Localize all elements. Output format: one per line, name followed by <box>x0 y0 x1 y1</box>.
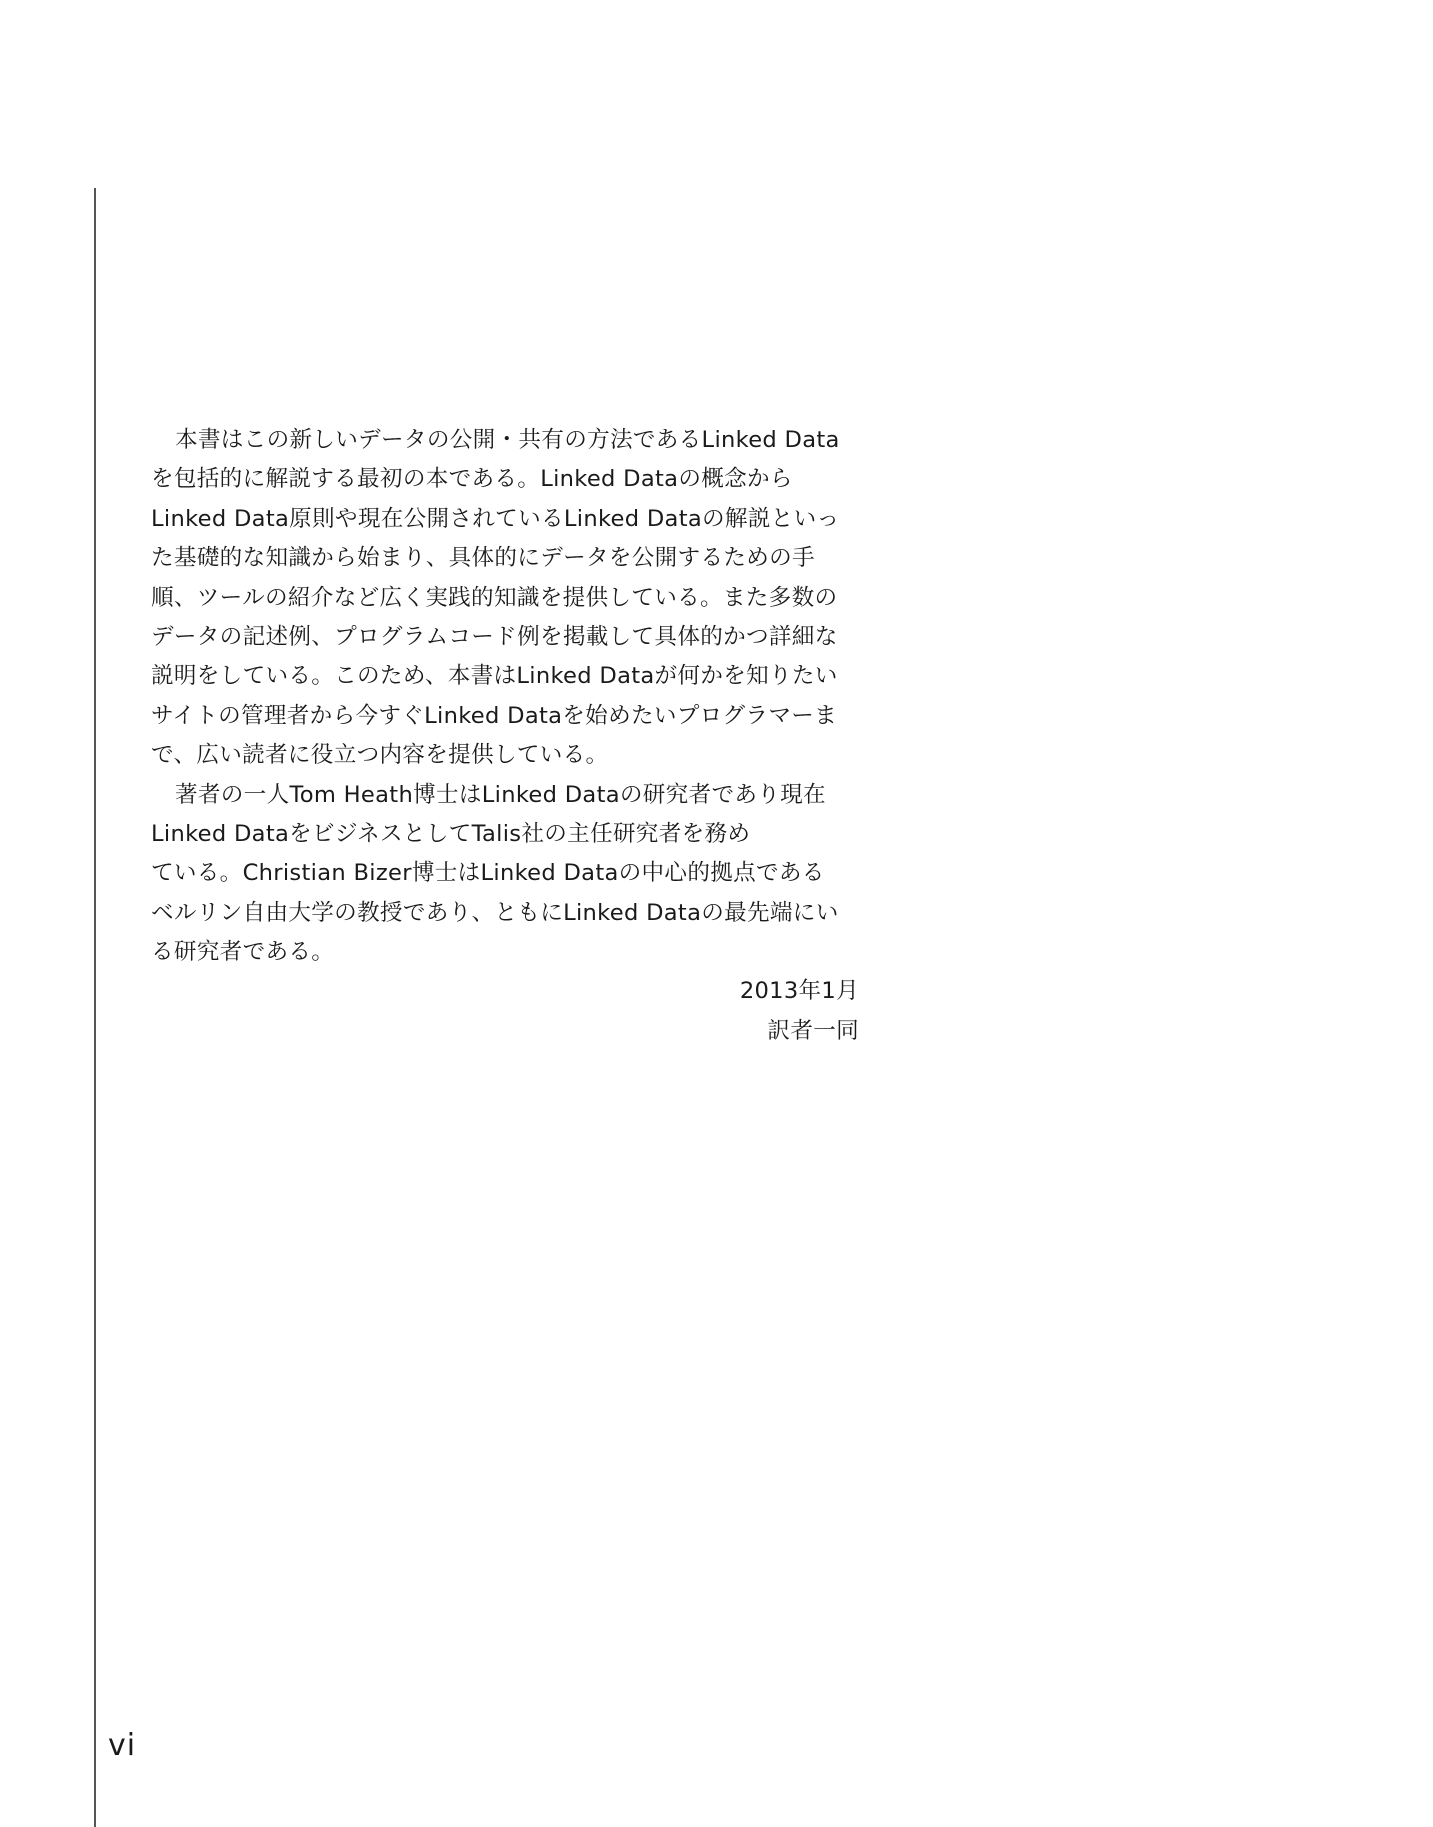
signature-line: 訳者一同 <box>767 1017 859 1044</box>
paragraph-line: データの記述例、プログラムコード例を掲載して具体的かつ詳細な <box>151 623 838 650</box>
paragraph-line: Linked Data原則や現在公開されているLinked Dataの解説といっ <box>151 505 840 532</box>
paragraph-line: ベルリン自由大学の教授であり、ともにLinked Dataの最先端にい <box>151 899 839 926</box>
paragraph-line: 本書はこの新しいデータの公開・共有の方法であるLinked Data <box>175 427 840 453</box>
margin-rule <box>94 188 96 1827</box>
preface-body <box>151 421 859 1051</box>
paragraph-line: 著者の一人Tom Heath博士はLinked Dataの研究者であり現在 <box>175 781 826 808</box>
paragraph-line: た基礎的な知識から始まり、具体的にデータを公開するための手 <box>151 545 815 572</box>
paragraph-line: サイトの管理者から今すぐLinked Dataを始めたいプログラマーま <box>151 702 838 729</box>
page-number: vi <box>108 1728 137 1763</box>
date-line: 2013年1月 <box>739 978 859 1005</box>
paragraph-line: Linked DataをビジネスとしてTalis社の主任研究者を務め <box>151 820 751 847</box>
paragraph-line: を包括的に解説する最初の本である。Linked Dataの概念から <box>151 466 793 493</box>
paragraph-line: 順、ツールの紹介など広く実践的知識を提供している。また多数の <box>151 584 838 611</box>
paragraph-line: ている。Christian Bizer博士はLinked Dataの中心的拠点である <box>151 860 825 887</box>
paragraph-line: 説明をしている。このため、本書はLinked Dataが何かを知りたい <box>151 663 838 690</box>
paragraph-line: る研究者である。 <box>151 939 335 966</box>
paragraph-line: で、広い読者に役立つ内容を提供している。 <box>151 742 609 769</box>
